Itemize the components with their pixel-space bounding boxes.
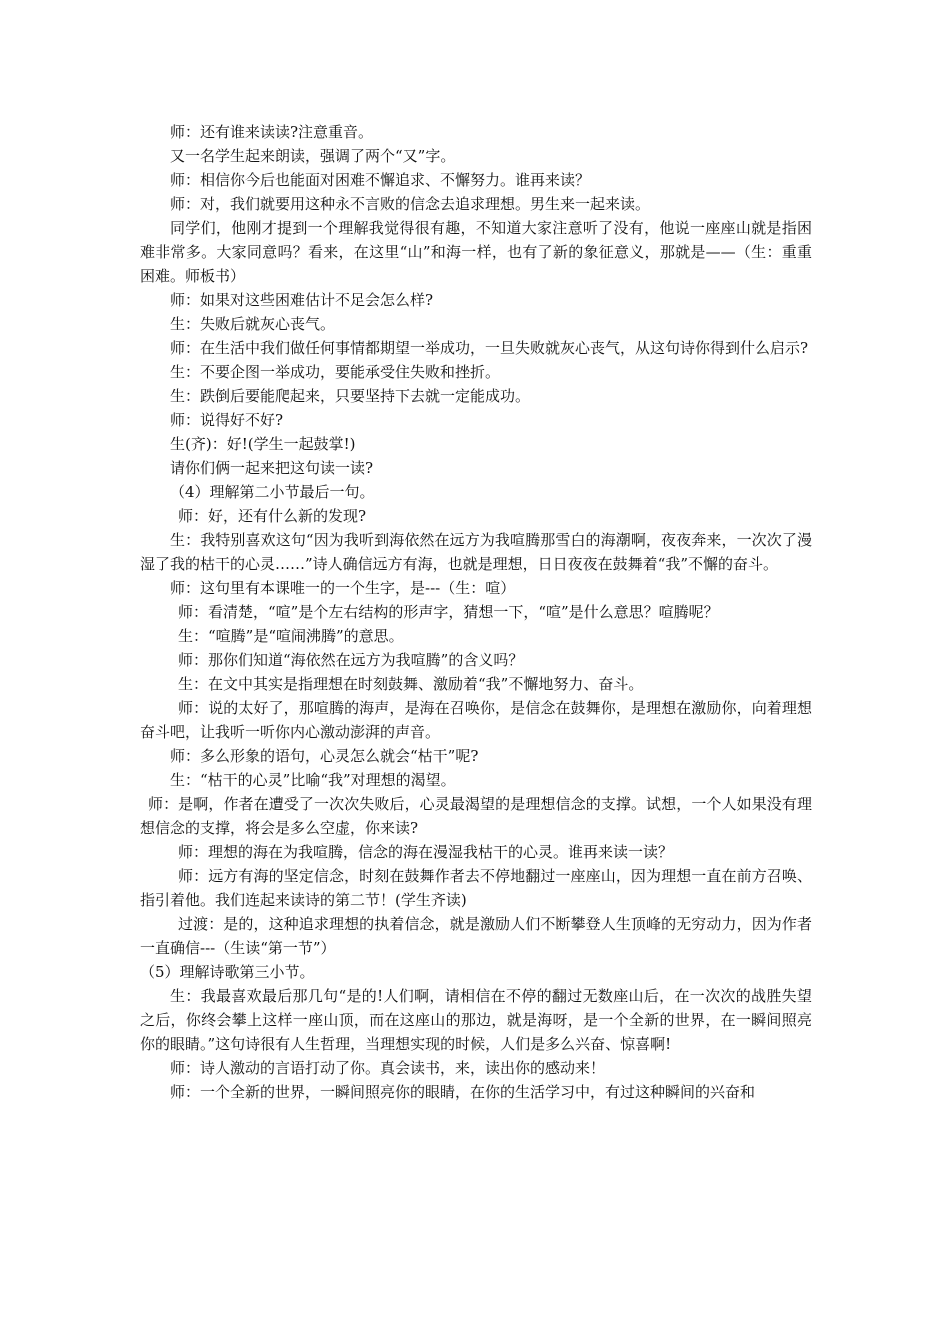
paragraph: 生：我特别喜欢这句“因为我听到海依然在远方为我喧腾那雪白的海潮啊，夜夜奔来，一次次了漫湿了我的枯干的心灵……”诗人确信远方有海，也就是理想，日日夜夜在鼓舞着“我”不懈的奋斗。 — [140, 531, 812, 573]
paragraph: 师：看清楚，“喧”是个左右结构的形声字，猜想一下，“喧”是什么意思？喧腾呢？ — [178, 603, 719, 621]
paragraph: 生：跌倒后要能爬起来，只要坚持下去就一定能成功。 — [170, 387, 531, 405]
paragraph: 生：“枯干的心灵”比喻“我”对理想的渴望。 — [170, 771, 456, 789]
paragraph: 生(齐)：好!(学生一起鼓掌!) — [170, 435, 356, 453]
paragraph: 师：理想的海在为我喧腾，信念的海在漫湿我枯干的心灵。谁再来读一读？ — [178, 843, 674, 861]
paragraph: 过渡：是的，这种追求理想的执着信念，就是激励人们不断攀登人生顶峰的无穷动力，因为作者一直确信---（生读“第一节”） — [140, 915, 812, 957]
paragraph: 生：我最喜欢最后那几句“是的!人们啊，请相信在不停的翻过无数座山后，在一次次的战胜失望之后，你终会攀上这样一座山顶，而在这座山的那边，就是海呀，是一个全新的世界，在一瞬间照亮你的眼睛。”这句诗很有人生哲理，当理想实现的时候，人们是多么兴奋、惊喜啊! — [140, 987, 812, 1053]
paragraph: 师：这句里有本课唯一的一个生字，是---（生：喧） — [170, 579, 516, 597]
paragraph: 生：“喧腾”是“喧闹沸腾”的意思。 — [178, 627, 404, 645]
paragraph: 师：如果对这些困难估计不足会怎么样? — [170, 291, 434, 309]
section-heading: （4）理解第二小节最后一句。 — [170, 483, 375, 501]
paragraph: 师：好，还有什么新的发现? — [178, 507, 367, 525]
paragraph: 生：不要企图一举成功，要能承受住失败和挫折。 — [170, 363, 501, 381]
paragraph: 生：在文中其实是指理想在时刻鼓舞、激励着“我”不懈地努力、奋斗。 — [178, 675, 644, 693]
paragraph: 师：相信你今后也能面对困难不懈追求、不懈努力。谁再来读？ — [170, 171, 591, 189]
paragraph: 师：一个全新的世界，一瞬间照亮你的眼睛，在你的生活学习中，有过这种瞬间的兴奋和 — [170, 1083, 756, 1101]
paragraph: 师：说的太好了，那喧腾的海声，是海在召唤你，是信念在鼓舞你，是理想在激励你，向着理想奋斗吧，让我听一听你内心激动澎湃的声音。 — [140, 699, 812, 741]
paragraph: 又一名学生起来朗读，强调了两个“又”字。 — [170, 147, 456, 165]
paragraph: 师：对，我们就要用这种永不言败的信念去追求理想。男生来一起来读。 — [170, 195, 651, 213]
paragraph: 请你们俩一起来把这句读一读? — [170, 459, 374, 477]
document-body — [140, 120, 812, 1104]
paragraph: 师：说得好不好? — [170, 411, 284, 429]
paragraph: 生：失败后就灰心丧气。 — [170, 315, 336, 333]
paragraph: 师：多么形象的语句，心灵怎么就会“枯干”呢? — [170, 747, 479, 765]
paragraph: 师：远方有海的坚定信念，时刻在鼓舞作者去不停地翻过一座座山，因为理想一直在前方召唤、指引着他。我们连起来读诗的第二节！(学生齐读) — [140, 867, 812, 909]
paragraph: 师：在生活中我们做任何事情都期望一举成功，一旦失败就灰心丧气，从这句诗你得到什么启示? — [170, 339, 809, 357]
section-heading: （5）理解诗歌第三小节。 — [140, 963, 315, 981]
paragraph: 同学们，他刚才提到一个理解我觉得很有趣，不知道大家注意听了没有，他说一座座山就是指困难非常多。大家同意吗？看来，在这里“山”和海一样，也有了新的象征意义，那就是——（生：重重困难。师板书） — [140, 219, 812, 285]
paragraph: 师：还有谁来读读?注意重音。 — [170, 123, 374, 141]
paragraph: 师：是啊，作者在遭受了一次次失败后，心灵最渴望的是理想信念的支撑。试想，一个人如果没有理想信念的支撑，将会是多么空虚，你来读? — [140, 795, 812, 837]
paragraph: 师：那你们知道“海依然在远方为我喧腾”的含义吗？ — [178, 651, 524, 669]
paragraph: 师：诗人激动的言语打动了你。真会读书，来，读出你的感动来！ — [170, 1059, 606, 1077]
